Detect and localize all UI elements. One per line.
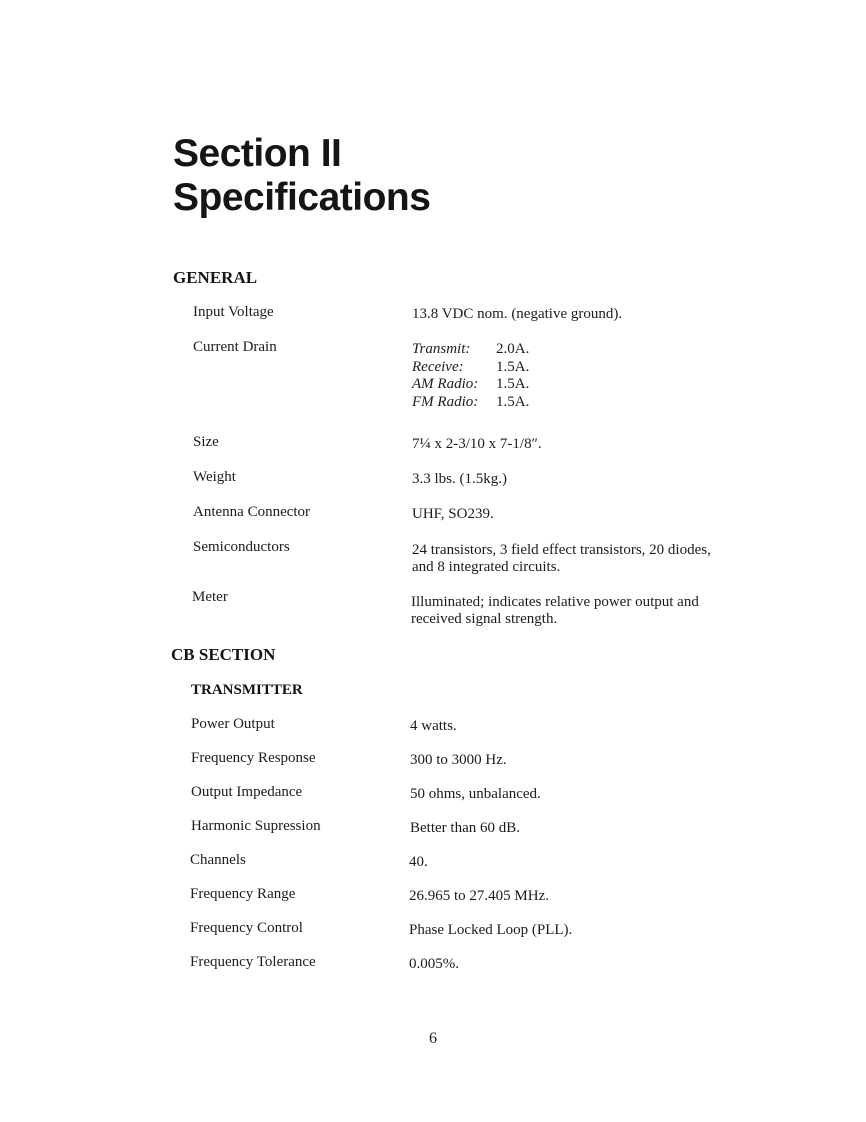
cb-section-heading: CB SECTION — [171, 645, 276, 664]
drain-mode: FM Radio: — [412, 393, 479, 410]
spec-label: Weight — [193, 469, 236, 485]
spec-value: 13.8 VDC nom. (negative ground). — [412, 306, 623, 322]
current-drain-item — [412, 359, 529, 377]
drain-mode: Receive: — [412, 358, 464, 375]
spec-value: Phase Locked Loop (PLL). — [409, 922, 573, 938]
spec-label: Size — [193, 434, 219, 450]
spec-value: 4 watts. — [410, 718, 457, 734]
spec-label: Frequency Control — [190, 920, 303, 936]
current-drain-item — [412, 376, 529, 394]
current-drain-item — [412, 394, 529, 412]
spec-label: Meter — [192, 589, 228, 605]
page-title — [173, 132, 430, 220]
spec-value: Illuminated; indicates relative power output and received signal strength. — [411, 594, 699, 627]
title-line-2: Specifications — [173, 176, 431, 219]
spec-value: 50 ohms, unbalanced. — [410, 786, 541, 802]
spec-value: 26.965 to 27.405 MHz. — [409, 888, 549, 904]
spec-label: Semiconductors — [193, 539, 290, 555]
spec-label: Antenna Connector — [193, 504, 311, 520]
spec-label: Frequency Tolerance — [190, 954, 316, 970]
title-line-1: Section II — [173, 132, 342, 175]
spec-value: 3.3 lbs. (1.5kg.) — [412, 471, 507, 487]
spec-value: 300 to 3000 Hz. — [410, 752, 507, 768]
drain-value: 1.5A. — [496, 376, 530, 392]
drain-mode: Transmit: — [412, 341, 471, 357]
spec-label: Current Drain — [193, 339, 277, 355]
spec-value: 7¼ x 2-3/10 x 7-1/8″. — [412, 436, 542, 452]
general-heading: GENERAL — [173, 268, 258, 287]
spec-label: Input Voltage — [193, 304, 274, 320]
spec-label: Harmonic Supression — [191, 818, 321, 834]
current-drain-list — [412, 341, 529, 411]
spec-label: Channels — [190, 852, 246, 868]
spec-value: 24 transistors, 3 field effect transistors, 20 diodes, and 8 integrated circuits. — [412, 542, 711, 575]
page-number: 6 — [429, 1030, 437, 1047]
drain-value: 1.5A. — [496, 358, 530, 375]
spec-value: 0.005%. — [409, 956, 459, 972]
spec-value: 40. — [409, 854, 428, 870]
spec-label: Power Output — [191, 716, 275, 732]
current-drain-item — [412, 341, 529, 359]
drain-value: 2.0A. — [496, 341, 530, 357]
spec-label: Output Impedance — [191, 784, 303, 800]
spec-label: Frequency Range — [190, 886, 296, 902]
spec-value: UHF, SO239. — [412, 506, 494, 522]
transmitter-heading: TRANSMITTER — [191, 682, 303, 698]
drain-value: 1.5A. — [496, 393, 530, 410]
spec-value: Better than 60 dB. — [410, 820, 520, 836]
spec-label: Frequency Response — [191, 750, 316, 766]
drain-mode: AM Radio: — [412, 376, 479, 392]
